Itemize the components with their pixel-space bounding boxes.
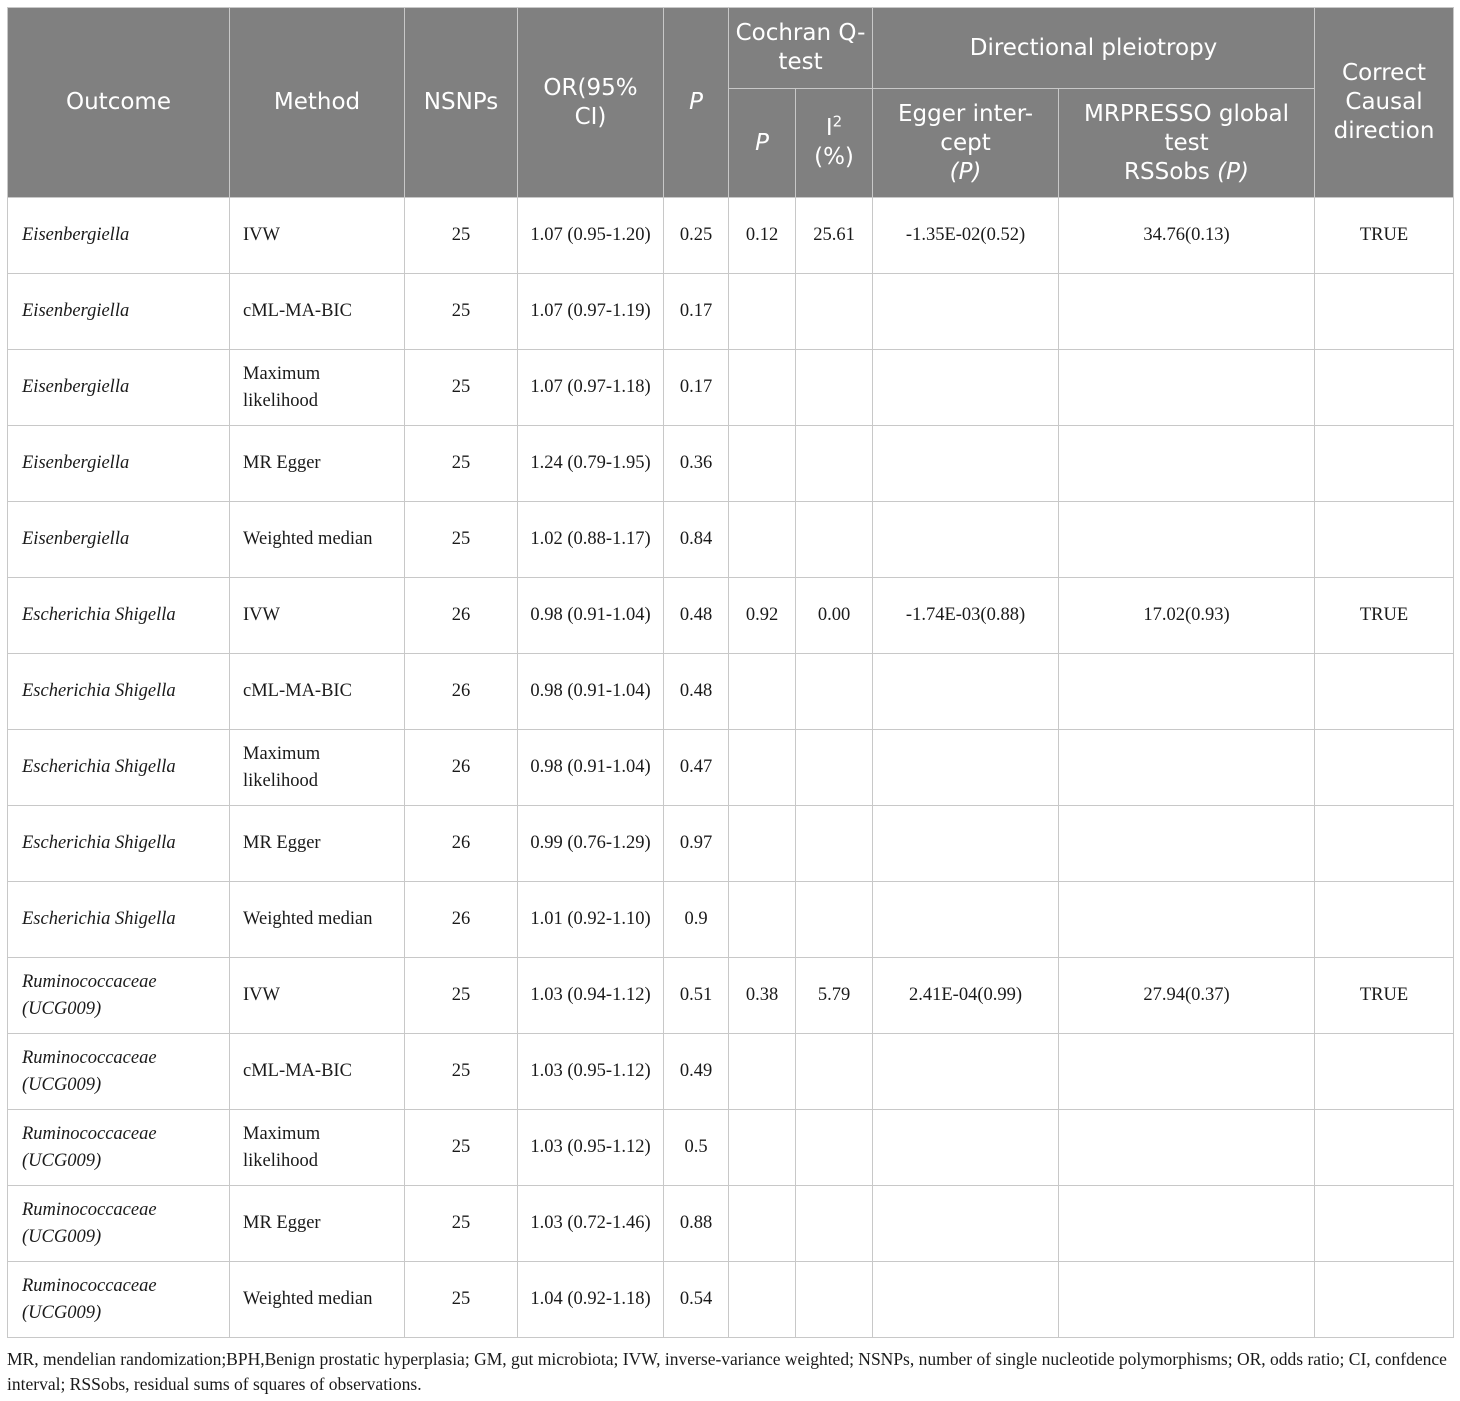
cell-i2 bbox=[796, 806, 873, 882]
cell-causal: TRUE bbox=[1315, 578, 1454, 654]
cell-p: 0.5 bbox=[664, 1110, 729, 1186]
cell-i2 bbox=[796, 1034, 873, 1110]
cell-outcome: Eisenbergiella bbox=[8, 426, 230, 502]
cell-outcome: Ruminococcaceae (UCG009) bbox=[8, 1034, 230, 1110]
cell-nsnps: 25 bbox=[405, 958, 518, 1034]
cell-mrpresso bbox=[1059, 654, 1315, 730]
cell-causal bbox=[1315, 806, 1454, 882]
header-pleiotropy: Directional pleiotropy bbox=[873, 8, 1315, 89]
cell-mrpresso bbox=[1059, 426, 1315, 502]
cell-method: Maximum likelihood bbox=[230, 350, 405, 426]
cell-cochran-p bbox=[729, 654, 796, 730]
cell-outcome: Escherichia Shigella bbox=[8, 806, 230, 882]
header-outcome: Outcome bbox=[8, 8, 230, 198]
table-row bbox=[8, 1034, 1454, 1110]
cell-causal bbox=[1315, 1186, 1454, 1262]
cell-p: 0.48 bbox=[664, 654, 729, 730]
cell-or: 0.98 (0.91-1.04) bbox=[518, 730, 664, 806]
cell-cochran-p bbox=[729, 882, 796, 958]
cell-or: 0.98 (0.91-1.04) bbox=[518, 654, 664, 730]
cell-nsnps: 25 bbox=[405, 1034, 518, 1110]
table-row bbox=[8, 1262, 1454, 1338]
cell-nsnps: 25 bbox=[405, 1262, 518, 1338]
header-or: OR(95% CI) bbox=[518, 8, 664, 198]
results-table bbox=[7, 7, 1454, 1338]
cell-cochran-p: 0.12 bbox=[729, 198, 796, 274]
table-body bbox=[8, 198, 1454, 1338]
cell-method: MR Egger bbox=[230, 1186, 405, 1262]
cell-causal bbox=[1315, 1034, 1454, 1110]
table-row bbox=[8, 958, 1454, 1034]
header-mrpresso-main: MRPRESSO global test bbox=[1084, 100, 1289, 156]
header-causal: Correct Causal direction bbox=[1315, 8, 1454, 198]
cell-causal bbox=[1315, 274, 1454, 350]
cell-mrpresso bbox=[1059, 730, 1315, 806]
cell-egger: 2.41E-04(0.99) bbox=[873, 958, 1059, 1034]
cell-outcome: Escherichia Shigella bbox=[8, 654, 230, 730]
cell-p: 0.49 bbox=[664, 1034, 729, 1110]
header-i2-unit: (%) bbox=[814, 144, 854, 170]
cell-p: 0.88 bbox=[664, 1186, 729, 1262]
cell-or: 1.07 (0.97-1.18) bbox=[518, 350, 664, 426]
cell-i2 bbox=[796, 502, 873, 578]
cell-egger bbox=[873, 730, 1059, 806]
cell-cochran-p bbox=[729, 1034, 796, 1110]
cell-method: Maximum likelihood bbox=[230, 730, 405, 806]
table-row bbox=[8, 350, 1454, 426]
cell-causal bbox=[1315, 502, 1454, 578]
cell-mrpresso: 34.76(0.13) bbox=[1059, 198, 1315, 274]
cell-cochran-p bbox=[729, 806, 796, 882]
cell-causal bbox=[1315, 730, 1454, 806]
cell-i2 bbox=[796, 1110, 873, 1186]
cell-egger bbox=[873, 1110, 1059, 1186]
cell-mrpresso bbox=[1059, 1186, 1315, 1262]
cell-or: 0.98 (0.91-1.04) bbox=[518, 578, 664, 654]
table-row bbox=[8, 806, 1454, 882]
cell-cochran-p bbox=[729, 426, 796, 502]
table-row bbox=[8, 730, 1454, 806]
cell-cochran-p bbox=[729, 274, 796, 350]
cell-i2: 25.61 bbox=[796, 198, 873, 274]
cell-method: IVW bbox=[230, 958, 405, 1034]
cell-cochran-p bbox=[729, 350, 796, 426]
cell-or: 1.07 (0.97-1.19) bbox=[518, 274, 664, 350]
cell-i2: 0.00 bbox=[796, 578, 873, 654]
cell-cochran-p bbox=[729, 1186, 796, 1262]
cell-or: 1.04 (0.92-1.18) bbox=[518, 1262, 664, 1338]
cell-cochran-p bbox=[729, 502, 796, 578]
cell-method: IVW bbox=[230, 198, 405, 274]
header-egger-p: (P) bbox=[949, 158, 982, 185]
cell-or: 0.99 (0.76-1.29) bbox=[518, 806, 664, 882]
cell-nsnps: 26 bbox=[405, 654, 518, 730]
table-row bbox=[8, 426, 1454, 502]
cell-or: 1.03 (0.72-1.46) bbox=[518, 1186, 664, 1262]
cell-outcome: Eisenbergiella bbox=[8, 198, 230, 274]
header-i2 bbox=[796, 89, 873, 198]
cell-egger bbox=[873, 1186, 1059, 1262]
cell-or: 1.02 (0.88-1.17) bbox=[518, 502, 664, 578]
cell-nsnps: 25 bbox=[405, 350, 518, 426]
cell-cochran-p: 0.38 bbox=[729, 958, 796, 1034]
header-cochran-p: P bbox=[729, 89, 796, 198]
cell-i2 bbox=[796, 426, 873, 502]
header-p: P bbox=[664, 8, 729, 198]
cell-causal bbox=[1315, 654, 1454, 730]
cell-method: Weighted median bbox=[230, 882, 405, 958]
cell-mrpresso: 17.02(0.93) bbox=[1059, 578, 1315, 654]
cell-mrpresso bbox=[1059, 1262, 1315, 1338]
cell-egger: -1.35E-02(0.52) bbox=[873, 198, 1059, 274]
cell-i2 bbox=[796, 1262, 873, 1338]
cell-egger: -1.74E-03(0.88) bbox=[873, 578, 1059, 654]
cell-nsnps: 26 bbox=[405, 806, 518, 882]
cell-or: 1.03 (0.94-1.12) bbox=[518, 958, 664, 1034]
cell-egger bbox=[873, 654, 1059, 730]
cell-egger bbox=[873, 426, 1059, 502]
cell-p: 0.51 bbox=[664, 958, 729, 1034]
cell-i2 bbox=[796, 654, 873, 730]
cell-p: 0.25 bbox=[664, 198, 729, 274]
cell-outcome: Eisenbergiella bbox=[8, 350, 230, 426]
cell-p: 0.84 bbox=[664, 502, 729, 578]
cell-outcome: Ruminococcaceae (UCG009) bbox=[8, 958, 230, 1034]
cell-i2 bbox=[796, 730, 873, 806]
cell-nsnps: 25 bbox=[405, 502, 518, 578]
cell-cochran-p: 0.92 bbox=[729, 578, 796, 654]
cell-cochran-p bbox=[729, 1110, 796, 1186]
header-egger-main: Egger inter-cept bbox=[897, 100, 1034, 156]
cell-method: cML-MA-BIC bbox=[230, 654, 405, 730]
cell-i2 bbox=[796, 274, 873, 350]
table-footnote: MR, mendelian randomization;BPH,Benign prostatic hyperplasia; GM, gut microbiota; IVW, inverse-variance weighted; NSNPs, number of single nucleotide polymorphisms; OR, odds ratio; CI, confdence interval; RSSobs, residual sums of squares of observations. bbox=[7, 1349, 1447, 1394]
cell-cochran-p bbox=[729, 1262, 796, 1338]
cell-cochran-p bbox=[729, 730, 796, 806]
header-mrpresso-p: (P) bbox=[1217, 158, 1249, 185]
cell-or: 1.24 (0.79-1.95) bbox=[518, 426, 664, 502]
cell-outcome: Ruminococcaceae (UCG009) bbox=[8, 1186, 230, 1262]
cell-or: 1.07 (0.95-1.20) bbox=[518, 198, 664, 274]
table-row bbox=[8, 654, 1454, 730]
cell-outcome: Ruminococcaceae (UCG009) bbox=[8, 1262, 230, 1338]
cell-egger bbox=[873, 274, 1059, 350]
cell-i2 bbox=[796, 882, 873, 958]
header-method: Method bbox=[230, 8, 405, 198]
cell-causal bbox=[1315, 426, 1454, 502]
cell-method: Maximum likelihood bbox=[230, 1110, 405, 1186]
cell-causal: TRUE bbox=[1315, 198, 1454, 274]
cell-method: cML-MA-BIC bbox=[230, 274, 405, 350]
cell-mrpresso bbox=[1059, 806, 1315, 882]
cell-egger bbox=[873, 1262, 1059, 1338]
cell-outcome: Escherichia Shigella bbox=[8, 578, 230, 654]
header-i2-sup: 2 bbox=[832, 112, 843, 131]
cell-nsnps: 26 bbox=[405, 882, 518, 958]
cell-mrpresso bbox=[1059, 882, 1315, 958]
cell-egger bbox=[873, 502, 1059, 578]
table-row bbox=[8, 274, 1454, 350]
cell-egger bbox=[873, 1034, 1059, 1110]
header-nsnps: NSNPs bbox=[405, 8, 518, 198]
cell-nsnps: 25 bbox=[405, 1110, 518, 1186]
cell-p: 0.17 bbox=[664, 350, 729, 426]
cell-mrpresso bbox=[1059, 1034, 1315, 1110]
header-egger bbox=[873, 89, 1059, 198]
cell-p: 0.47 bbox=[664, 730, 729, 806]
header-mrpresso bbox=[1059, 89, 1315, 198]
cell-p: 0.9 bbox=[664, 882, 729, 958]
cell-egger bbox=[873, 350, 1059, 426]
cell-p: 0.36 bbox=[664, 426, 729, 502]
table-row bbox=[8, 882, 1454, 958]
cell-mrpresso bbox=[1059, 502, 1315, 578]
table-row bbox=[8, 1186, 1454, 1262]
cell-i2 bbox=[796, 1186, 873, 1262]
cell-method: Weighted median bbox=[230, 1262, 405, 1338]
cell-causal bbox=[1315, 1262, 1454, 1338]
cell-outcome: Ruminococcaceae (UCG009) bbox=[8, 1110, 230, 1186]
cell-nsnps: 25 bbox=[405, 426, 518, 502]
cell-egger bbox=[873, 806, 1059, 882]
cell-causal: TRUE bbox=[1315, 958, 1454, 1034]
cell-nsnps: 25 bbox=[405, 274, 518, 350]
cell-or: 1.03 (0.95-1.12) bbox=[518, 1110, 664, 1186]
cell-nsnps: 25 bbox=[405, 198, 518, 274]
cell-outcome: Escherichia Shigella bbox=[8, 882, 230, 958]
cell-nsnps: 26 bbox=[405, 578, 518, 654]
cell-or: 1.01 (0.92-1.10) bbox=[518, 882, 664, 958]
cell-outcome: Eisenbergiella bbox=[8, 274, 230, 350]
cell-i2: 5.79 bbox=[796, 958, 873, 1034]
cell-method: IVW bbox=[230, 578, 405, 654]
cell-method: Weighted median bbox=[230, 502, 405, 578]
cell-p: 0.17 bbox=[664, 274, 729, 350]
cell-nsnps: 26 bbox=[405, 730, 518, 806]
cell-nsnps: 25 bbox=[405, 1186, 518, 1262]
cell-outcome: Eisenbergiella bbox=[8, 502, 230, 578]
table-header bbox=[8, 8, 1454, 198]
cell-causal bbox=[1315, 882, 1454, 958]
cell-i2 bbox=[796, 350, 873, 426]
header-mrpresso-sub: RSSobs bbox=[1124, 158, 1210, 185]
cell-method: MR Egger bbox=[230, 426, 405, 502]
cell-mrpresso bbox=[1059, 350, 1315, 426]
cell-causal bbox=[1315, 350, 1454, 426]
table-row bbox=[8, 578, 1454, 654]
table-row bbox=[8, 502, 1454, 578]
cell-method: MR Egger bbox=[230, 806, 405, 882]
cell-p: 0.97 bbox=[664, 806, 729, 882]
cell-p: 0.48 bbox=[664, 578, 729, 654]
table-row bbox=[8, 198, 1454, 274]
cell-outcome: Escherichia Shigella bbox=[8, 730, 230, 806]
cell-causal bbox=[1315, 1110, 1454, 1186]
cell-method: cML-MA-BIC bbox=[230, 1034, 405, 1110]
header-cochran: Cochran Q-test bbox=[729, 8, 873, 89]
cell-or: 1.03 (0.95-1.12) bbox=[518, 1034, 664, 1110]
cell-mrpresso bbox=[1059, 1110, 1315, 1186]
header-i2-base: I bbox=[825, 115, 833, 141]
cell-mrpresso: 27.94(0.37) bbox=[1059, 958, 1315, 1034]
table-row bbox=[8, 1110, 1454, 1186]
cell-mrpresso bbox=[1059, 274, 1315, 350]
cell-p: 0.54 bbox=[664, 1262, 729, 1338]
cell-egger bbox=[873, 882, 1059, 958]
